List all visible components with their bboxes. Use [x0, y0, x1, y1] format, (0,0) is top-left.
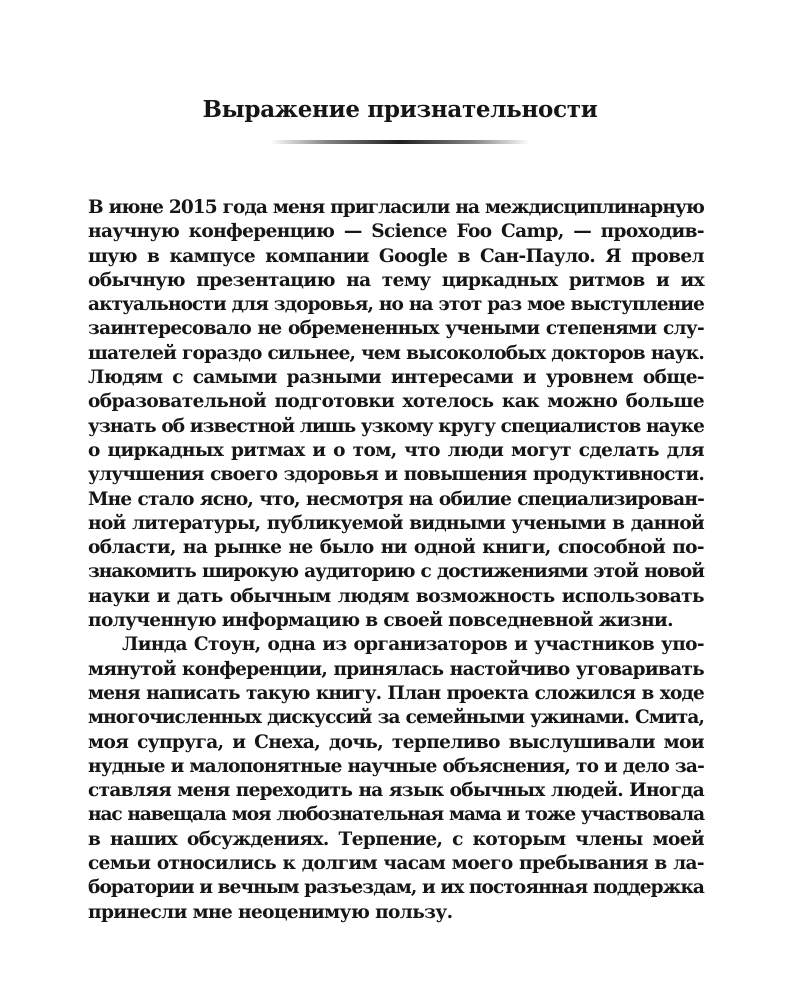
body-text — [88, 196, 704, 925]
text-line: Линда Стоун, одна из организаторов и участников упо- — [122, 634, 704, 656]
text-line: боратории и вечным разъездам, и их постоянная поддержка — [88, 877, 704, 899]
text-line: моя супруга, и Снеха, дочь, терпеливо выслушивали мои — [88, 731, 704, 753]
text-line: знакомить широкую аудиторию с достижениями этой новой — [88, 561, 704, 583]
text-line: области, на рынке не было ни одной книги, способной по- — [88, 537, 704, 559]
text-line: нудные и малопонятные научные объяснения, то и дело за- — [88, 755, 704, 777]
chapter-title: Выражение признательности — [202, 96, 598, 123]
text-line: о циркадных ритмах и о том, что люди могут сделать для — [88, 439, 704, 461]
text-line: меня написать такую книгу. План проекта сложился в ходе — [88, 682, 704, 704]
text-line: Мне стало ясно, что, несмотря на обилие специализирован- — [88, 488, 704, 510]
text-line: принесли мне неоценимую пользу. — [88, 901, 453, 923]
text-line: Людям с самыми разными интересами и уровнем обще- — [88, 367, 704, 389]
text-line: образовательной подготовки хотелось как можно больше — [88, 391, 704, 413]
text-line: узнать об известной лишь узкому кругу специалистов науке — [88, 415, 704, 437]
text-line: мянутой конференции, принялась настойчиво уговаривать — [88, 658, 704, 680]
text-line: ставляя меня переходить на язык обычных людей. Иногда — [88, 780, 704, 802]
paragraph — [88, 196, 704, 633]
text-line: в наших обсуждениях. Терпение, с которым члены моей — [88, 828, 704, 850]
text-line: научную конференцию — Science Foo Camp, — проходив- — [88, 221, 704, 243]
text-line: шателей гораздо сильнее, чем высоколобых докторов наук. — [88, 342, 704, 364]
text-line: шую в кампусе компании Google в Сан-Пауло. Я провел — [88, 245, 704, 267]
text-line: нас навещала моя любознательная мама и тоже участвовала — [88, 804, 704, 826]
text-line: полученную информацию в своей повседневной жизни. — [88, 610, 673, 632]
text-line: многочисленных дискуссий за семейными ужинами. Смита, — [88, 707, 704, 729]
text-line: обычную презентацию на тему циркадных ритмов и их — [88, 269, 704, 291]
text-line: науки и дать обычным людям возможность использовать — [88, 585, 704, 607]
paragraph — [88, 633, 704, 925]
text-line: актуальности для здоровья, но на этот раз мое выступление — [88, 294, 704, 316]
title-underline-rule — [270, 140, 530, 144]
text-line: В июне 2015 года меня пригласили на междисциплинарную — [88, 197, 704, 218]
text-line: улучшения своего здоровья и повышения продуктивности. — [88, 464, 704, 486]
text-line: семьи относились к долгим часам моего пребывания в ла- — [88, 853, 704, 875]
text-line: ной литературы, публикуемой видными учеными в данной — [88, 512, 704, 534]
text-line: заинтересовало не обремененных учеными степенями слу- — [88, 318, 704, 340]
